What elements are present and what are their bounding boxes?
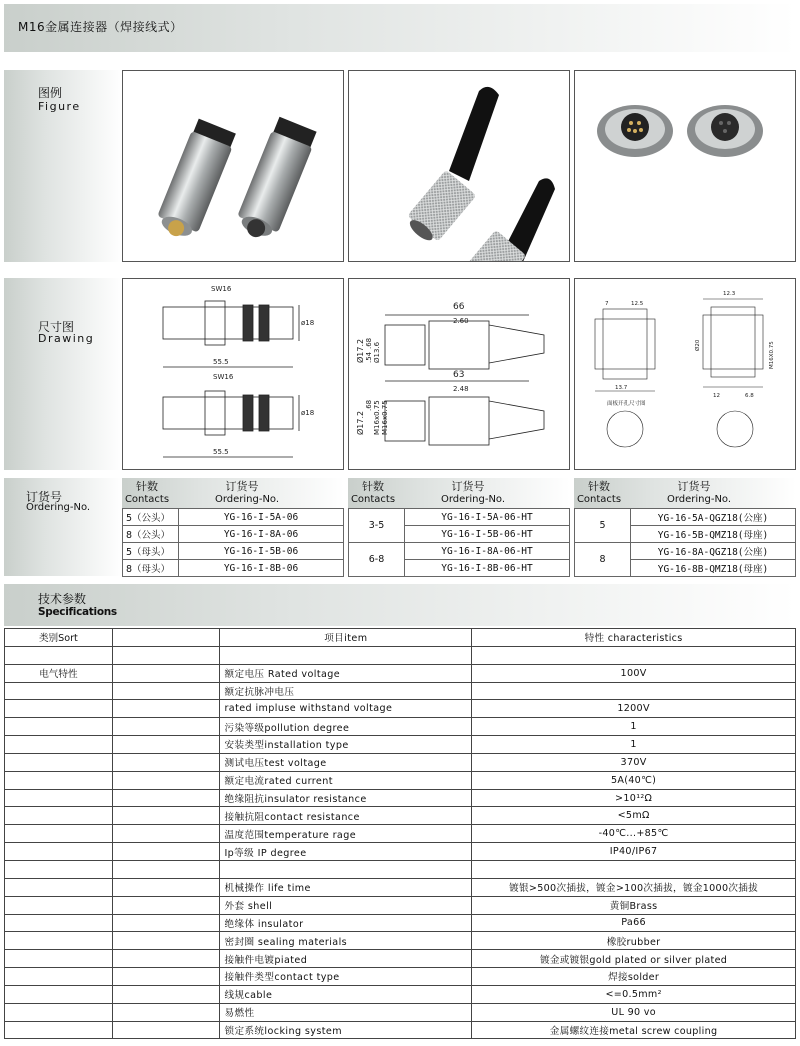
dim-d20: Ø20 <box>695 339 701 351</box>
spec-row <box>5 807 796 825</box>
dim-len-63: 63 <box>453 370 465 380</box>
dim-13-7: 13.7 <box>615 385 628 391</box>
dim-068-a: .68 <box>365 337 373 349</box>
ordering-code-cell: YG-16-5B-QMZ18(母座) <box>631 526 796 543</box>
spec-sort-cell <box>5 896 113 914</box>
spec-sort-cell <box>5 753 113 771</box>
ordering-table-3-header <box>574 478 796 508</box>
ordering-row <box>349 543 570 560</box>
hdr-order-en: Ordering-No. <box>666 494 732 505</box>
dim-m16-b: M16x0.75 <box>381 400 389 435</box>
spec-value-cell: UL 90 vo <box>472 1003 796 1021</box>
spec-sort-cell <box>5 718 113 736</box>
spec-sort-cell <box>5 682 113 700</box>
ordering-contacts-cell: 5 <box>575 509 631 543</box>
drawing-straight-plug <box>122 278 344 470</box>
spec-value-cell: Pa66 <box>472 914 796 932</box>
spec-item-cell: 绝缘阻抗insulator resistance <box>220 789 472 807</box>
ordering-label-panel <box>4 478 122 576</box>
spec-item-cell: 锁定系统locking system <box>220 1021 472 1039</box>
spec-row <box>5 736 796 754</box>
dim-d172-a: Ø17.2 <box>356 338 365 363</box>
photo-straight-plugs <box>122 70 344 262</box>
hdr-contacts-cn: 针数 <box>136 480 158 493</box>
spec-value-cell <box>472 860 796 878</box>
ordering-label-cn: 订货号 <box>26 490 63 504</box>
spec-sort-cell <box>5 843 113 861</box>
dim-12: 12 <box>713 393 720 399</box>
spec-value-cell: 黄铜Brass <box>472 896 796 914</box>
spec-row <box>5 682 796 700</box>
hdr-contacts-cn: 针数 <box>588 480 610 493</box>
spec-value-cell: 100V <box>472 664 796 682</box>
ordering-table-1-body <box>122 508 344 577</box>
spec-sort-cell <box>5 950 113 968</box>
hdr-order-cn: 订货号 <box>677 480 711 493</box>
spec-value-cell: <5mΩ <box>472 807 796 825</box>
spec-item-cell: 机械操作 life time <box>220 878 472 896</box>
spec-item-cell: 额定抗脉冲电压 <box>220 682 472 700</box>
drawing-angled-plug <box>348 278 570 470</box>
panel-socket-drawing <box>575 279 796 470</box>
spec-sort-cell: 电气特性 <box>5 664 113 682</box>
straight-plug-drawing <box>123 279 344 470</box>
spec-item-cell: 安装类型installation type <box>220 736 472 754</box>
spec-value-cell <box>472 682 796 700</box>
figure-label-cn: 图例 <box>38 86 63 100</box>
dim-12-5: 12.5 <box>631 301 644 307</box>
spec-value-cell: 镀银>500次插拔，镀金>100次插拔，镀金1000次插拔 <box>472 878 796 896</box>
spec-gap-cell <box>112 860 220 878</box>
spec-gap-cell <box>112 807 220 825</box>
figure-label-en: Figure <box>38 100 81 113</box>
spec-item-cell: 温度范围temperature rage <box>220 825 472 843</box>
spec-sort-cell <box>5 968 113 986</box>
spec-value-cell: 1200V <box>472 700 796 718</box>
spec-sort-cell <box>5 771 113 789</box>
dim-054: .54 <box>365 351 373 363</box>
spec-gap-cell <box>112 736 220 754</box>
spec-row <box>5 896 796 914</box>
spec-value-cell: 370V <box>472 753 796 771</box>
spec-row <box>5 1003 796 1021</box>
spec-sort-cell <box>5 1003 113 1021</box>
hdr-order-cn: 订货号 <box>225 480 259 493</box>
spec-row <box>5 718 796 736</box>
spec-gap-cell <box>112 718 220 736</box>
spec-value-cell: 焊接solder <box>472 968 796 986</box>
spec-row <box>5 950 796 968</box>
spec-row <box>5 932 796 950</box>
hdr-order-en: Ordering-No. <box>214 494 280 505</box>
title-bar <box>4 4 796 52</box>
spec-gap-cell <box>112 968 220 986</box>
angled-plug-illustration <box>349 71 570 262</box>
ordering-row <box>575 543 796 560</box>
specs-title-en: Specifications <box>38 606 117 618</box>
photo-angled-plugs <box>348 70 570 262</box>
spec-gap-cell <box>112 682 220 700</box>
spec-header-gap <box>112 629 220 647</box>
ordering-row <box>123 509 344 526</box>
ordering-code-cell: YG-16-I-5B-06 <box>179 543 344 560</box>
ordering-row <box>123 526 344 543</box>
ordering-label-en: Ordering-No. <box>26 502 91 513</box>
ordering-code-cell: YG-16-I-8B-06 <box>179 560 344 577</box>
spec-sort-cell <box>5 985 113 1003</box>
spec-item-cell: 测试电压test voltage <box>220 753 472 771</box>
spec-gap-cell <box>112 700 220 718</box>
spec-row <box>5 843 796 861</box>
ordering-table-2 <box>348 478 570 576</box>
ordering-table-2-header <box>348 478 570 508</box>
spec-header-item: 项目item <box>220 629 472 647</box>
spec-gap-cell <box>112 878 220 896</box>
ordering-contacts-cell: 5（公头） <box>123 509 179 526</box>
spec-gap-cell <box>112 664 220 682</box>
spec-value-cell <box>472 646 796 664</box>
spec-item-cell: 污染等级pollution degree <box>220 718 472 736</box>
spec-gap-cell <box>112 985 220 1003</box>
spec-value-cell: IP40/IP67 <box>472 843 796 861</box>
dim-thread: M16X0.75 <box>769 341 775 369</box>
spec-value-cell: <=0.5mm² <box>472 985 796 1003</box>
dim-068-b: .68 <box>365 399 373 411</box>
spec-table <box>4 628 796 1039</box>
angled-plug-drawing <box>349 279 570 470</box>
spec-item-cell: 绝缘体 insulator <box>220 914 472 932</box>
hdr-contacts-en: Contacts <box>350 494 396 505</box>
spec-row <box>5 646 796 664</box>
dim-6-8: 6.8 <box>745 393 754 399</box>
dim-length-2: 55.5 <box>213 448 229 456</box>
ordering-code-cell: YG-16-I-8B-06-HT <box>405 560 570 577</box>
ordering-contacts-cell: 8（公头） <box>123 526 179 543</box>
ordering-table-3 <box>574 478 796 576</box>
ordering-code-cell: YG-16-I-8A-06-HT <box>405 543 570 560</box>
ordering-contacts-cell: 3-5 <box>349 509 405 543</box>
panel-cutout-label: 面板开孔尺寸图 <box>607 401 646 407</box>
spec-row <box>5 771 796 789</box>
dim-d172-b: Ø17.2 <box>356 410 365 435</box>
spec-item-cell <box>220 860 472 878</box>
spec-item-cell: rated impluse withstand voltage <box>220 700 472 718</box>
ordering-code-cell: YG-16-I-8A-06 <box>179 526 344 543</box>
spec-row <box>5 914 796 932</box>
ordering-code-cell: YG-16-I-5B-06-HT <box>405 526 570 543</box>
spec-sort-cell <box>5 700 113 718</box>
spec-item-cell: 密封圈 sealing materials <box>220 932 472 950</box>
spec-item-cell: 接触件电镀piated <box>220 950 472 968</box>
spec-value-cell: -40℃...+85℃ <box>472 825 796 843</box>
ordering-row <box>123 543 344 560</box>
spec-row <box>5 825 796 843</box>
spec-gap-cell <box>112 753 220 771</box>
spec-gap-cell <box>112 1021 220 1039</box>
ordering-table-3-body <box>574 508 796 577</box>
ordering-code-cell: YG-16-8B-QMZ18(母座) <box>631 560 796 577</box>
spec-row <box>5 664 796 682</box>
spec-item-cell: 线规cable <box>220 985 472 1003</box>
spec-sort-cell <box>5 914 113 932</box>
spec-value-cell: 5A(40℃) <box>472 771 796 789</box>
hdr-order-cn: 订货号 <box>451 480 485 493</box>
hdr-order-en: Ordering-No. <box>440 494 506 505</box>
dim-d136: Ø13.6 <box>373 341 381 363</box>
spec-gap-cell <box>112 825 220 843</box>
dim-dia-2: ø18 <box>301 409 315 417</box>
spec-sort-cell <box>5 878 113 896</box>
spec-sort-cell <box>5 736 113 754</box>
spec-item-cell: 外套 shell <box>220 896 472 914</box>
spec-gap-cell <box>112 789 220 807</box>
spec-row <box>5 1021 796 1039</box>
spec-item-cell <box>220 646 472 664</box>
spec-row <box>5 789 796 807</box>
spec-sort-cell <box>5 932 113 950</box>
spec-sort-cell <box>5 825 113 843</box>
ordering-table-1 <box>122 478 344 576</box>
spec-value-cell: 1 <box>472 736 796 754</box>
dim-len-260: 2.60 <box>453 317 469 325</box>
ordering-row <box>349 509 570 526</box>
spec-sort-cell <box>5 1021 113 1039</box>
spec-row <box>5 985 796 1003</box>
drawing-label-cn: 尺寸图 <box>38 320 75 334</box>
ordering-contacts-cell: 5（母头） <box>123 543 179 560</box>
spec-item-cell: 易燃性 <box>220 1003 472 1021</box>
straight-plug-illustration <box>123 71 344 262</box>
dim-sw-2: SW16 <box>213 373 234 381</box>
ordering-code-cell: YG-16-8A-QGZ18(公座) <box>631 543 796 560</box>
dim-sw-1: SW16 <box>211 285 232 293</box>
specs-title-cn: 技术参数 <box>38 592 87 606</box>
spec-item-cell: 额定电流rated current <box>220 771 472 789</box>
spec-row <box>5 878 796 896</box>
spec-header-char: 特性 characteristics <box>472 629 796 647</box>
hdr-contacts-en: Contacts <box>576 494 622 505</box>
drawing-label-en: Drawing <box>38 332 95 345</box>
figure-label-panel <box>4 70 122 262</box>
spec-gap-cell <box>112 646 220 664</box>
spec-item-cell: Ip等级 IP degree <box>220 843 472 861</box>
ordering-row <box>123 560 344 577</box>
drawing-label-panel <box>4 278 122 470</box>
spec-value-cell: >10¹²Ω <box>472 789 796 807</box>
spec-item-cell: 额定电压 Rated voltage <box>220 664 472 682</box>
spec-gap-cell <box>112 914 220 932</box>
hdr-contacts-cn: 针数 <box>362 480 384 493</box>
spec-header-row <box>5 629 796 647</box>
dim-7: 7 <box>605 301 609 307</box>
dim-length-1: 55.5 <box>213 358 229 366</box>
ordering-table-2-body <box>348 508 570 577</box>
ordering-code-cell: YG-16-I-5A-06 <box>179 509 344 526</box>
spec-row <box>5 753 796 771</box>
ordering-contacts-cell: 8（母头） <box>123 560 179 577</box>
dim-12-3: 12.3 <box>723 291 736 297</box>
dim-len-66: 66 <box>453 302 465 312</box>
spec-header-sort: 类别Sort <box>5 629 113 647</box>
dim-len-248: 2.48 <box>453 385 469 393</box>
spec-gap-cell <box>112 843 220 861</box>
photo-panel-sockets <box>574 70 796 262</box>
hdr-contacts-en: Contacts <box>124 494 170 505</box>
spec-item-cell: 接触件类型contact type <box>220 968 472 986</box>
spec-sort-cell <box>5 646 113 664</box>
spec-sort-cell <box>5 807 113 825</box>
ordering-code-cell: YG-16-5A-QGZ18(公座) <box>631 509 796 526</box>
spec-row <box>5 860 796 878</box>
ordering-contacts-cell: 6-8 <box>349 543 405 577</box>
spec-gap-cell <box>112 771 220 789</box>
spec-gap-cell <box>112 1003 220 1021</box>
spec-gap-cell <box>112 950 220 968</box>
ordering-table-1-header <box>122 478 344 508</box>
spec-row <box>5 700 796 718</box>
spec-value-cell: 镀金或镀银gold plated or silver plated <box>472 950 796 968</box>
spec-item-cell: 接触抗阻contact resistance <box>220 807 472 825</box>
spec-value-cell: 金属螺纹连接metal screw coupling <box>472 1021 796 1039</box>
spec-row <box>5 968 796 986</box>
spec-sort-cell <box>5 789 113 807</box>
drawing-panel-socket <box>574 278 796 470</box>
ordering-contacts-cell: 8 <box>575 543 631 577</box>
dim-m16-a: M16x0.75 <box>373 400 381 435</box>
spec-value-cell: 1 <box>472 718 796 736</box>
specs-header <box>4 584 796 626</box>
panel-socket-illustration <box>575 71 796 262</box>
spec-gap-cell <box>112 896 220 914</box>
ordering-code-cell: YG-16-I-5A-06-HT <box>405 509 570 526</box>
dim-dia-1: ø18 <box>301 319 315 327</box>
page-title: M16金属连接器（焊接线式） <box>18 20 183 34</box>
spec-sort-cell <box>5 860 113 878</box>
spec-value-cell: 橡胶rubber <box>472 932 796 950</box>
spec-gap-cell <box>112 932 220 950</box>
ordering-row <box>575 509 796 526</box>
